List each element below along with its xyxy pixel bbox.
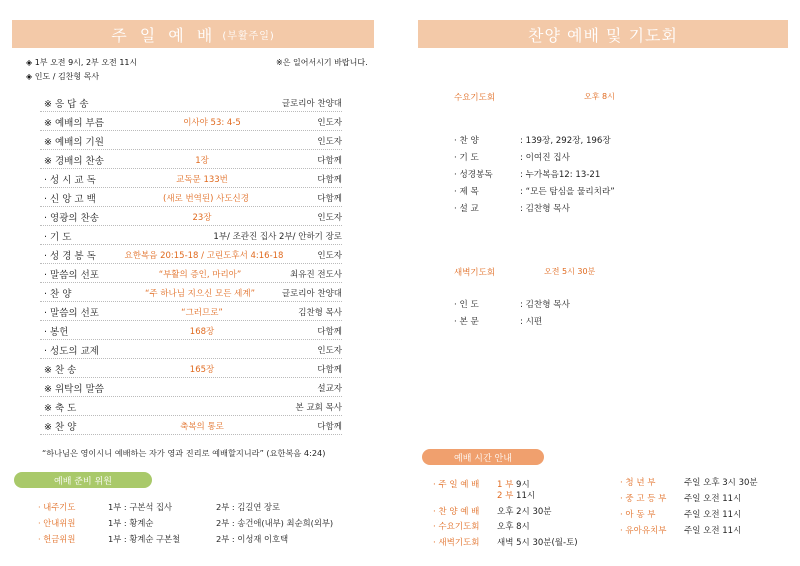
left-title: 주 일 예 배	[111, 25, 217, 45]
wednesday-prayer-title: 수요기도회	[454, 93, 496, 103]
order-of-worship	[40, 93, 342, 435]
right-panel-header	[418, 20, 788, 48]
worship-row: ※ 경배의 찬송 1장 다함께	[40, 150, 342, 169]
dawn-prayer-time: 오전 5시 30분	[544, 267, 596, 276]
worship-row: ※ 축 도 본 교회 목사	[40, 397, 342, 416]
worship-row: · 성도의 교제 인도자	[40, 340, 342, 359]
worship-row: ※ 예배의 기원 인도자	[40, 131, 342, 150]
worship-row: · 성 시 교 독 교독문 133번 다함께	[40, 169, 342, 188]
worship-row: · 영광의 찬송 23장 인도자	[40, 207, 342, 226]
left-subtitle: (부활주일)	[222, 30, 275, 42]
diamond-bullet-icon: ◈	[26, 58, 33, 67]
prep-committee-label: 예배 준비 위원	[14, 472, 152, 488]
worship-row: ※ 찬 송 165장 다함께	[40, 359, 342, 378]
standing-note: ※은 일어서시기 바랍니다.	[276, 58, 368, 67]
scripture-quote: “하나님은 영이시니 예배하는 자가 영과 진리로 예배할지니라” (요한복음 4:24)	[42, 448, 326, 458]
service-times: ◈ 1부 오전 9시, 2부 오전 11시	[26, 58, 138, 67]
worship-row: · 기 도 1부/ 조관진 집사 2부/ 안하기 장로	[40, 226, 342, 245]
wednesday-prayer-time: 오후 8시	[584, 92, 615, 101]
diamond-bullet-icon: ◈	[26, 72, 33, 81]
worship-row: · 성 경 봉 독 요한복음 20:15-18 / 고린도후서 4:16-18 인도자	[40, 245, 342, 264]
dawn-prayer-title: 새벽기도회	[454, 268, 496, 278]
left-panel-header	[12, 20, 374, 48]
schedule-label: 예배 시간 안내	[422, 449, 544, 465]
worship-row: · 말씀의 선포 “그러므로” 김찬형 목사	[40, 302, 342, 321]
worship-row: · 말씀의 선포 “부활의 증인, 마리아” 최유진 전도사	[40, 264, 342, 283]
service-leader: ◈ 인도 / 김찬형 목사	[26, 72, 100, 81]
worship-row: · 찬 양 “주 하나님 지으신 모든 세계” 글로리아 찬양대	[40, 283, 342, 302]
worship-row: ※ 예배의 부름 이사야 53: 4-5 인도자	[40, 112, 342, 131]
worship-row: · 봉헌 168장 다함께	[40, 321, 342, 340]
worship-row: ※ 위탁의 말씀 설교자	[40, 378, 342, 397]
right-title: 찬양 예배 및 기도회	[528, 25, 678, 45]
worship-row: ※ 응 답 송 글로리아 찬양대	[40, 93, 342, 112]
worship-row: · 신 앙 고 백 (새로 번역된) 사도신경 다함께	[40, 188, 342, 207]
worship-row: ※ 찬 양 축복의 통로 다함께	[40, 416, 342, 435]
